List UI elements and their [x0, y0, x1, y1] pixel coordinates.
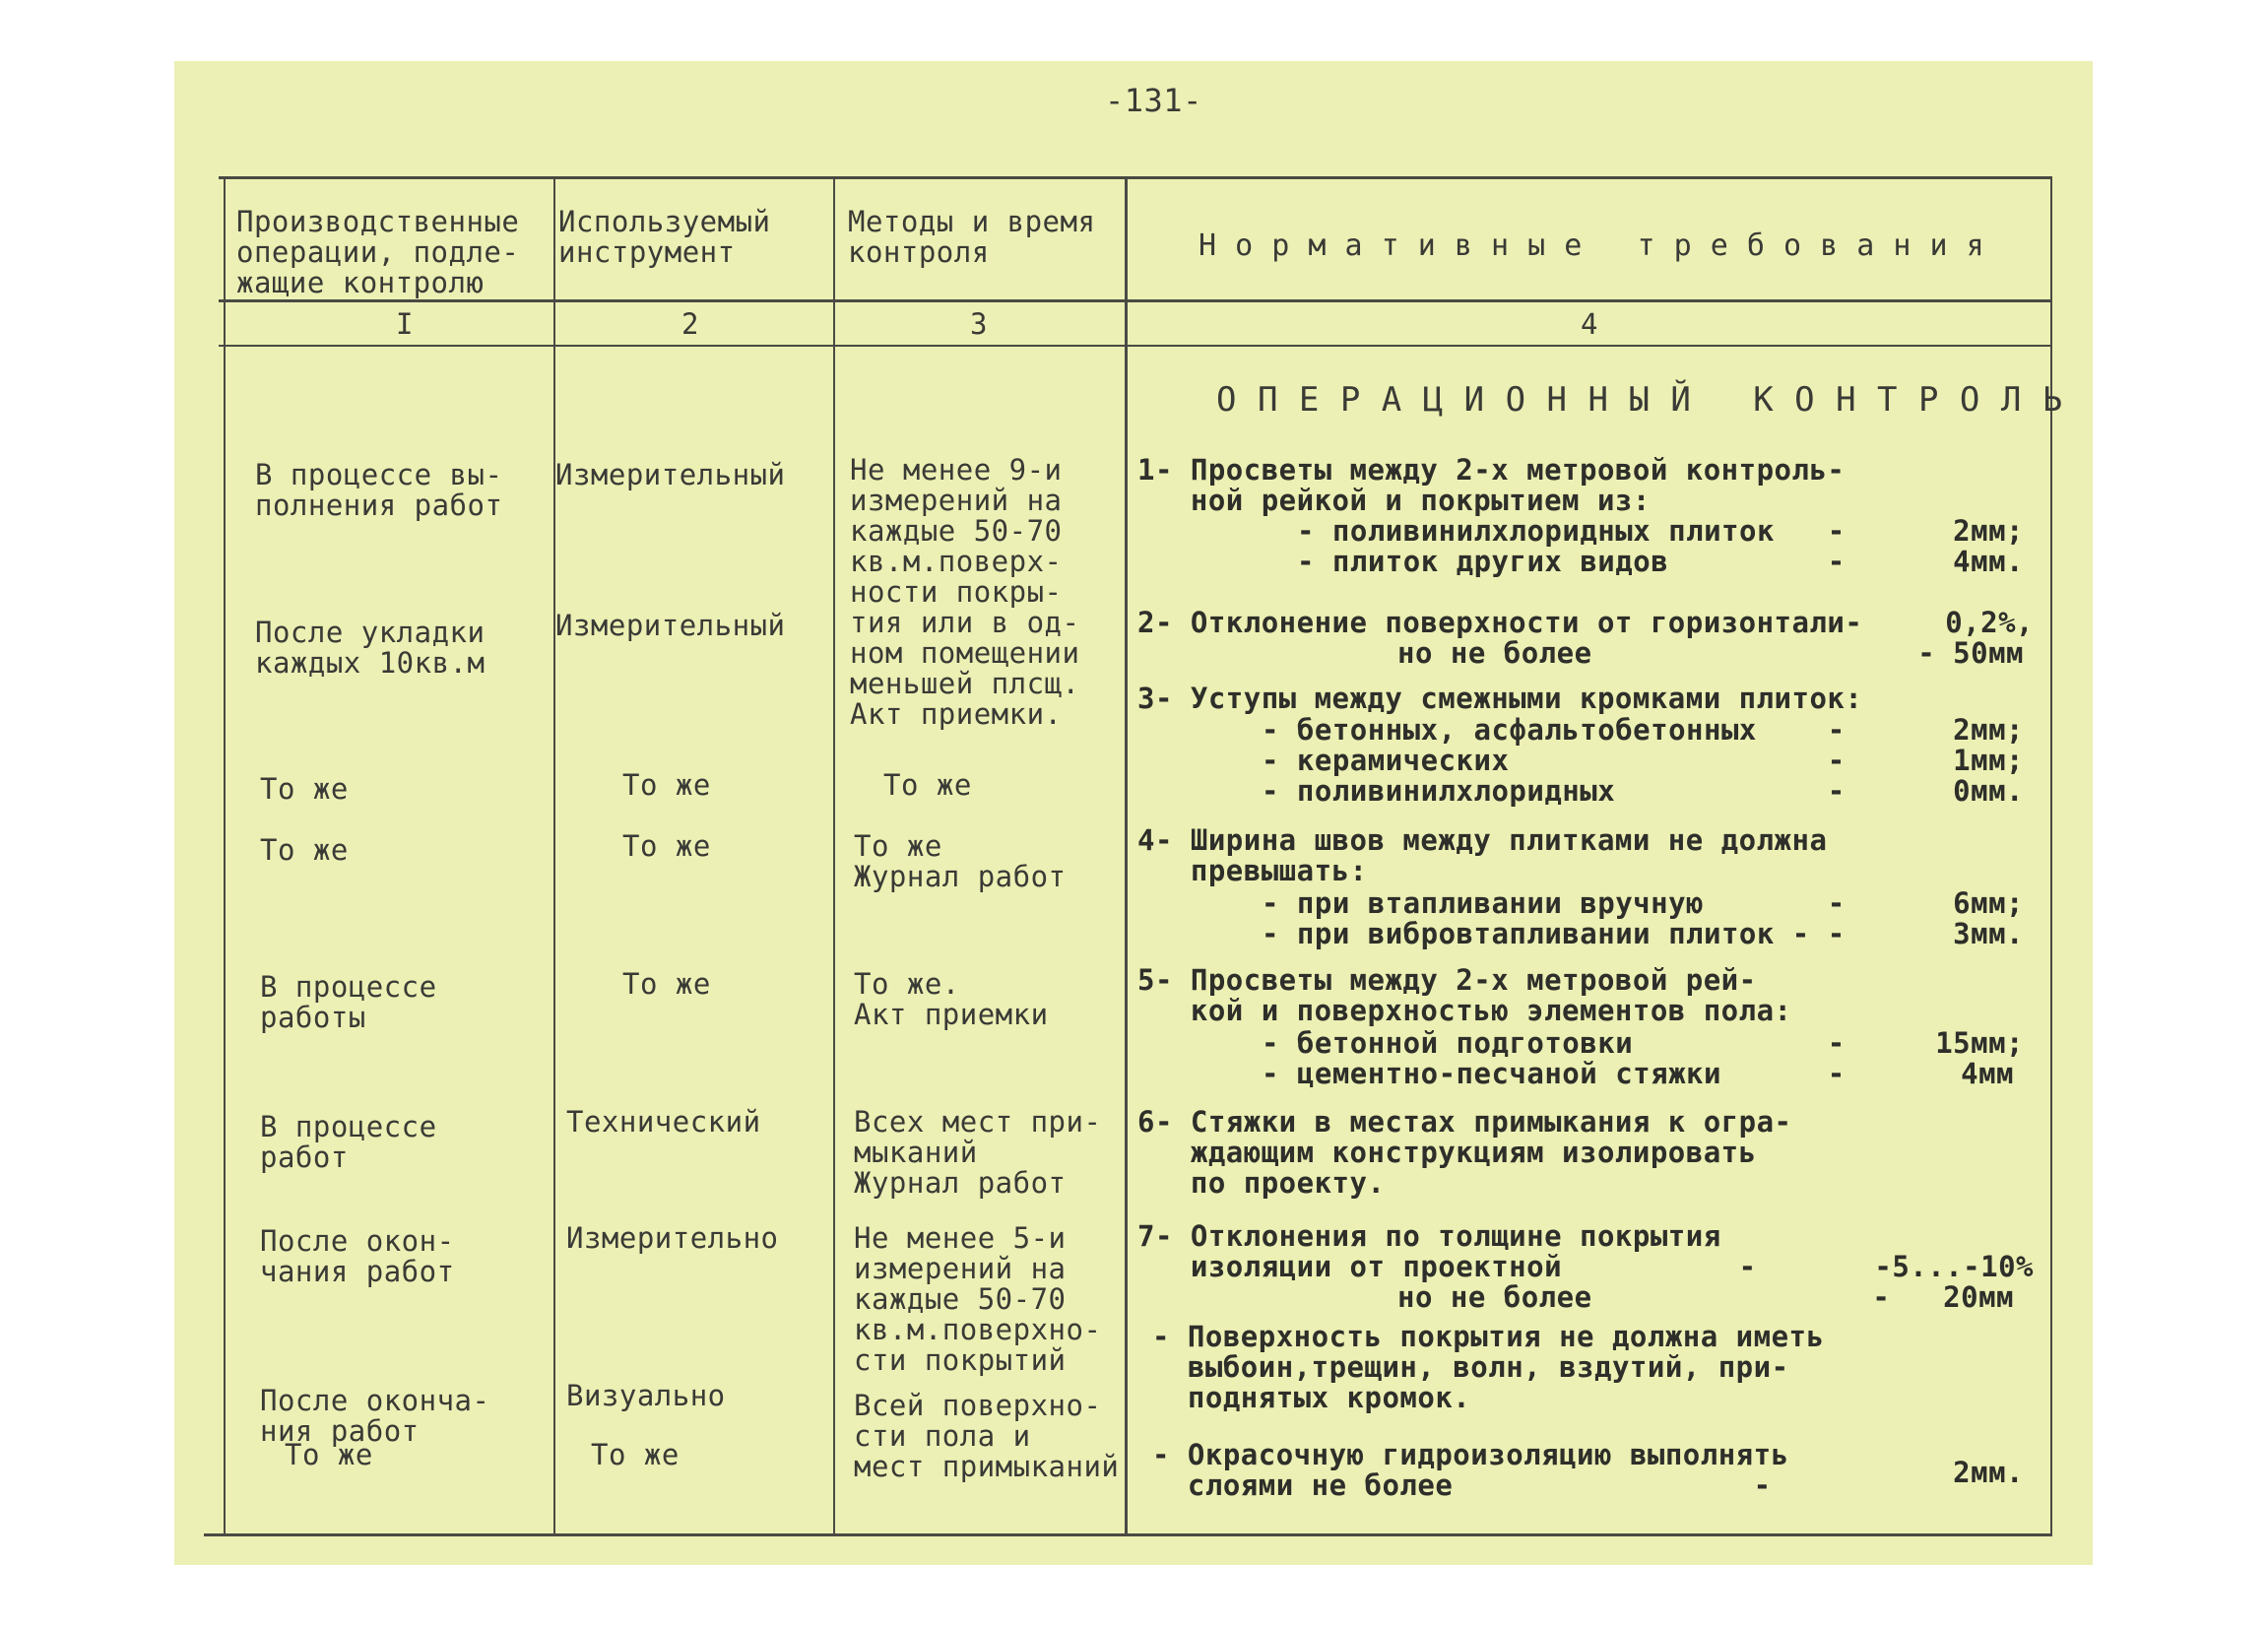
col1-row3: То же — [260, 772, 349, 806]
column-divider-1 — [553, 176, 555, 1535]
header-col1: Производственные операции, подле- жащие контролю — [236, 205, 520, 299]
col2-row6: Технический — [566, 1105, 761, 1139]
col3-row4: То же Журнал работ — [854, 829, 1067, 893]
section-title: О П Е Р А Ц И О Н Н Ы Й К О Н Т Р О Л Ь — [1216, 380, 2063, 420]
req-3-b-value: 1мм; — [1953, 744, 2024, 777]
req-3-c-value: 0мм. — [1953, 774, 2024, 808]
table-bottom-border — [204, 1533, 2052, 1536]
col1-row9: То же — [285, 1438, 373, 1471]
col1-row8: После оконча- ния работ — [260, 1384, 490, 1448]
column-divider-2 — [833, 176, 835, 1535]
req-4-a-value: 6мм; — [1953, 886, 2024, 920]
req-5-a-value: 15мм; — [1935, 1026, 2024, 1060]
req-7-b-value: - 20мм — [1872, 1280, 2014, 1314]
req-4-a: - при втапливании вручную - — [1262, 886, 1846, 920]
col3-row6: Всех мест при- мыканий Журнал работ — [854, 1105, 1102, 1200]
col2-row2: Измерительный — [555, 609, 786, 642]
req-6-text: 6- Стяжки в местах примыкания к огра- ждающим конструкциям изолировать по проекту. — [1137, 1105, 1792, 1200]
req-1-b-value: 4мм. — [1953, 545, 2024, 578]
col2-row7: Измерительно — [566, 1221, 779, 1255]
col1-row4: То же — [260, 833, 349, 867]
table-left-border — [224, 176, 226, 1535]
req-5-b: - цементно-песчаной стяжки - — [1262, 1057, 1846, 1090]
req-7-value: -5...-10% — [1874, 1250, 2034, 1283]
col2-row9: То же — [591, 1438, 680, 1471]
req-2-b: но не более — [1397, 636, 1592, 670]
header-num-4: 4 — [1581, 307, 1598, 341]
header-num-3: 3 — [970, 307, 988, 341]
column-divider-3 — [1125, 176, 1128, 1535]
req-3-a-value: 2мм; — [1953, 713, 2024, 747]
req-1-text: 1- Просветы между 2-х метровой контроль- ной рейкой и покрытием из: — [1137, 453, 1846, 517]
header-col2: Используемый инструмент — [558, 205, 771, 269]
req-3-c: - поливинилхлоридных - — [1262, 774, 1846, 808]
header-col4: Н о р м а т и в н ы е т р е б о в а н и я — [1199, 228, 1985, 263]
col3-row5: То же. Акт приемки — [854, 967, 1049, 1031]
col2-row5: То же — [622, 967, 711, 1001]
req-5-a: - бетонной подготовки - — [1262, 1026, 1846, 1060]
page-number: -131- — [1105, 82, 1202, 119]
header-num-1: I — [396, 307, 414, 341]
col3-row1: Не менее 9-и измерений на каждые 50-70 кв.м.поверх- ности покры- тия или в од- ном помещении меньшей плсщ. Акт приемки. — [850, 453, 1080, 731]
col3-row3: То же — [883, 768, 972, 802]
req-2-b-value: - 50мм — [1917, 636, 2024, 670]
req-4-b: - при вибровтапливании плиток - - — [1262, 917, 1846, 950]
col1-row6: В процессе работ — [260, 1110, 437, 1174]
header-bottom-rule — [219, 299, 2052, 302]
table-top-border — [219, 176, 2052, 179]
req-9-text: - Окрасочную гидроизоляцию выполнять слоями не более - — [1152, 1438, 1789, 1502]
req-4-b-value: 3мм. — [1953, 917, 2024, 950]
number-row-rule — [219, 345, 2052, 347]
document-sheet — [174, 61, 2093, 1565]
col2-row3: То же — [622, 768, 711, 802]
col3-row8: Всей поверхно- сти пола и мест примыканий — [854, 1389, 1120, 1483]
req-1-a: - поливинилхлоридных плиток - — [1297, 514, 1846, 548]
col1-row1: В процессе вы- полнения работ — [255, 458, 503, 522]
req-9-value: 2мм. — [1953, 1456, 2024, 1489]
req-1-b: - плиток других видов - — [1297, 545, 1846, 578]
req-7-text: 7- Отклонения по толщине покрытия изоляции от проектной - — [1137, 1219, 1757, 1283]
req-8-text: - Поверхность покрытия не должна иметь выбоин,трещин, волн, вздутий, при- поднятых кромок. — [1152, 1320, 1825, 1414]
req-3-a: - бетонных, асфальтобетонных - — [1262, 713, 1846, 747]
req-7-b: но не более — [1397, 1280, 1592, 1314]
col1-row7: После окон- чания работ — [260, 1224, 455, 1288]
header-col3: Методы и время контроля — [848, 205, 1096, 269]
col2-row4: То же — [622, 829, 711, 863]
req-2-text: 2- Отклонение поверхности от горизонтали- — [1137, 606, 1863, 639]
col3-row7: Не менее 5-и измерений на каждые 50-70 кв.м.поверхно- сти покрытий — [854, 1221, 1102, 1377]
req-1-a-value: 2мм; — [1953, 514, 2024, 548]
req-3-b: - керамических - — [1262, 744, 1846, 777]
col2-row1: Измерительный — [555, 458, 786, 491]
req-2-value: 0,2%, — [1945, 606, 2034, 639]
req-5-text: 5- Просветы между 2-х метровой рей- кой и поверхностью элементов пола: — [1137, 963, 1792, 1027]
req-5-b-value: 4мм — [1961, 1057, 2014, 1090]
col2-row8: Визуально — [566, 1379, 726, 1412]
col1-row5: В процессе работы — [260, 970, 437, 1034]
header-num-2: 2 — [681, 307, 699, 341]
col1-row2: После укладки каждых 10кв.м — [255, 616, 486, 680]
req-3-text: 3- Уступы между смежными кромками плиток: — [1137, 682, 1863, 715]
req-4-text: 4- Ширина швов между плитками не должна превышать: — [1137, 823, 1828, 887]
